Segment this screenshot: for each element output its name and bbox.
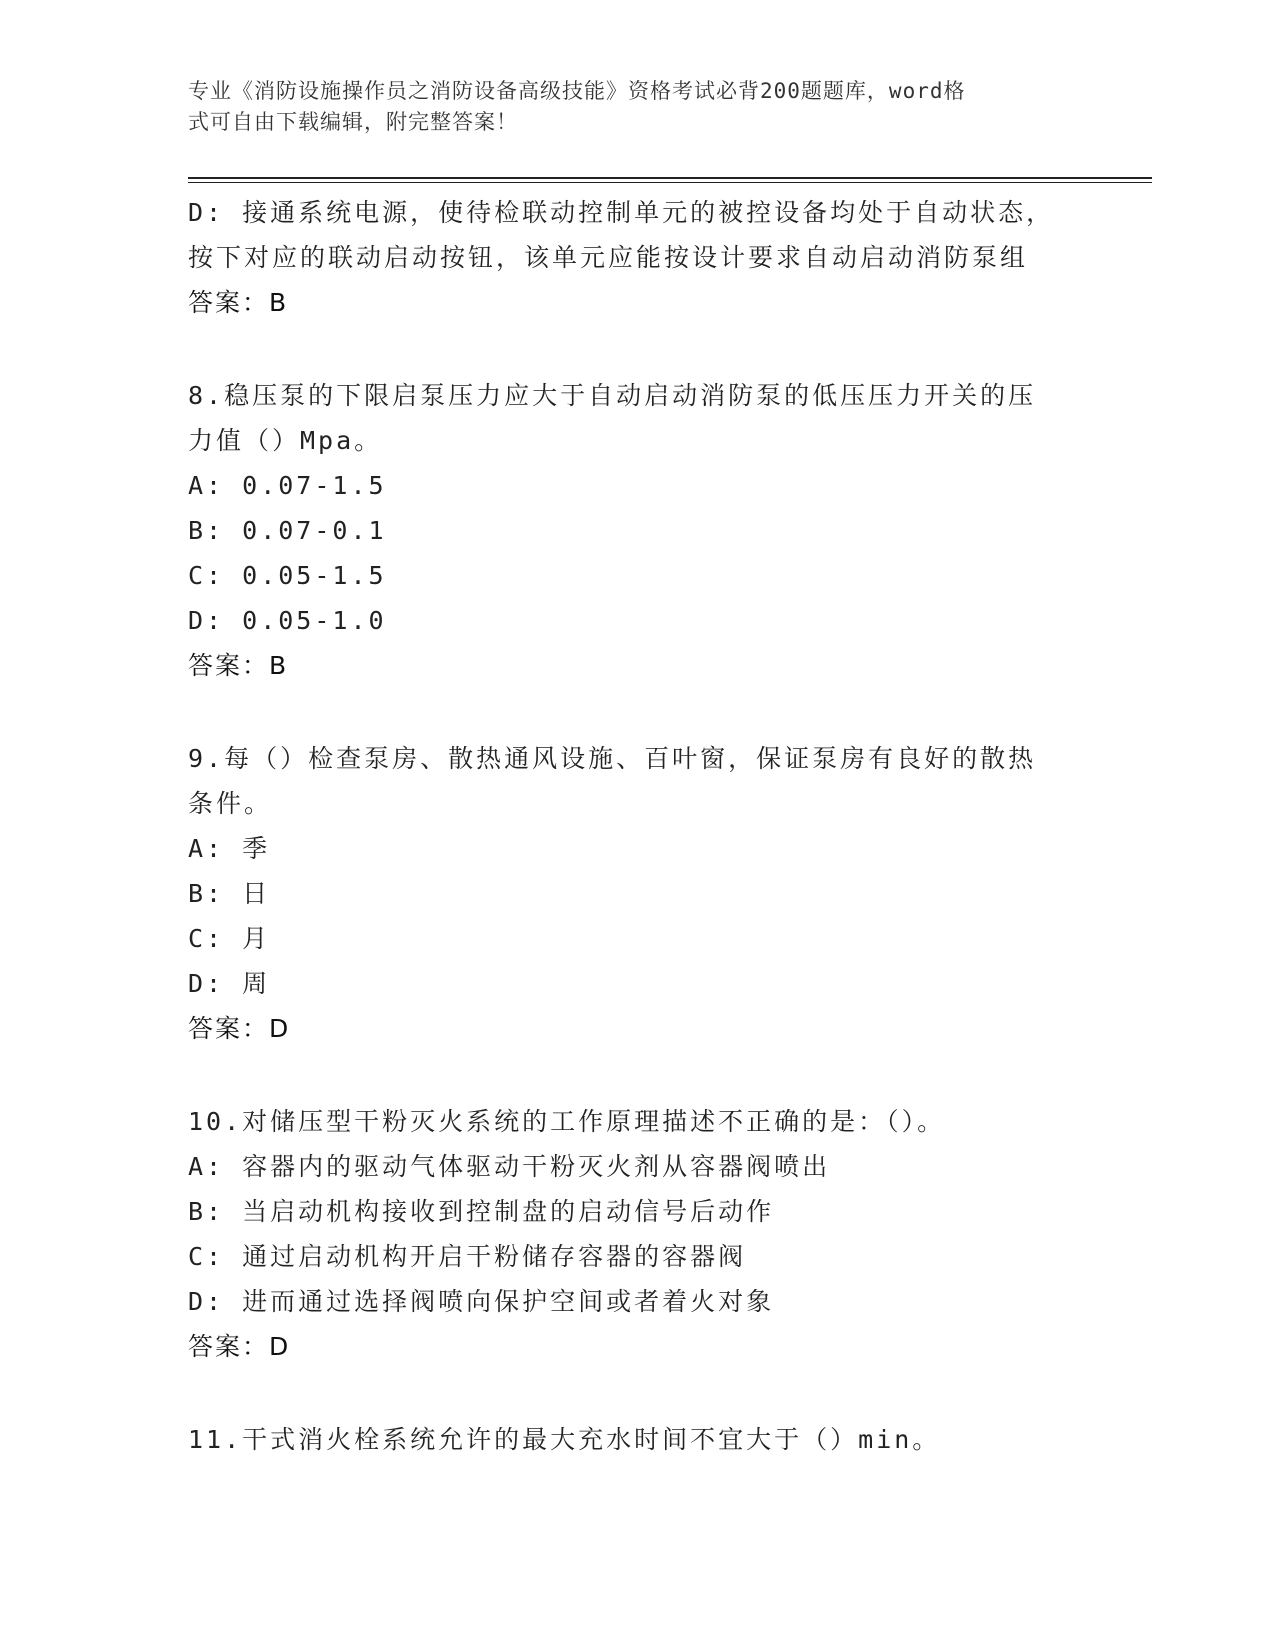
q9-option-c: C: 月	[188, 924, 271, 953]
q10-stem-line-1: 10.对储压型干粉灭火系统的工作原理描述不正确的是：（）。	[188, 1107, 946, 1136]
q9-option-a: A: 季	[188, 834, 271, 863]
q8-option-a: A: 0.07-1.5	[188, 471, 387, 500]
header-line-1: 专业《消防设施操作员之消防设备高级技能》资格考试必背200题题库，word格	[188, 79, 966, 103]
q8-option-c: C: 0.05-1.5	[188, 561, 387, 590]
q9-stem-line-1: 9.每（）检查泵房、散热通风设施、百叶窗，保证泵房有良好的散热	[188, 744, 1037, 773]
q8-option-d: D: 0.05-1.0	[188, 606, 387, 635]
q8-stem-line-1: 8.稳压泵的下限启泵压力应大于自动启动消防泵的低压压力开关的压	[188, 381, 1037, 410]
question-8	[188, 373, 1068, 688]
q11-stem-line-1: 11.干式消火栓系统允许的最大充水时间不宜大于（）min。	[188, 1425, 941, 1454]
spacer	[188, 1369, 1068, 1417]
header-rule-thin	[188, 182, 1152, 183]
header-line-2: 式可自由下载编辑，附完整答案！	[188, 110, 518, 134]
q10-option-c: C: 通过启动机构开启干粉储存容器的容器阀	[188, 1242, 747, 1271]
spacer	[188, 325, 1068, 373]
q8-stem-line-2: 力值（）Mpa。	[188, 426, 383, 455]
question-9	[188, 736, 1068, 1051]
q10-option-b: B: 当启动机构接收到控制盘的启动信号后动作	[188, 1197, 775, 1226]
question-list	[188, 190, 1068, 1462]
question-10	[188, 1099, 1068, 1369]
question-11	[188, 1417, 1068, 1462]
q9-option-d: D: 周	[188, 969, 271, 998]
q9-option-b: B: 日	[188, 879, 271, 908]
q9-answer: 答案：D	[188, 1014, 291, 1043]
spacer	[188, 688, 1068, 736]
q9-stem-line-2: 条件。	[188, 789, 273, 818]
q8-option-b: B: 0.07-0.1	[188, 516, 387, 545]
q8-answer: 答案：B	[188, 651, 289, 680]
q7-option-d-line-1: D: 接通系统电源，使待检联动控制单元的被控设备均处于自动状态，	[188, 198, 1055, 227]
document-header	[188, 76, 1068, 138]
q10-option-d: D: 进而通过选择阀喷向保护空间或者着火对象	[188, 1287, 775, 1316]
spacer	[188, 1051, 1068, 1099]
q10-option-a: A: 容器内的驱动气体驱动干粉灭火剂从容器阀喷出	[188, 1152, 831, 1181]
q10-answer: 答案：D	[188, 1332, 291, 1361]
q7-option-d-line-2: 按下对应的联动启动按钮，该单元应能按设计要求自动启动消防泵组	[188, 243, 1029, 272]
header-rule-thick	[188, 177, 1152, 179]
q7-answer: 答案：B	[188, 288, 289, 317]
question-7	[188, 190, 1068, 325]
